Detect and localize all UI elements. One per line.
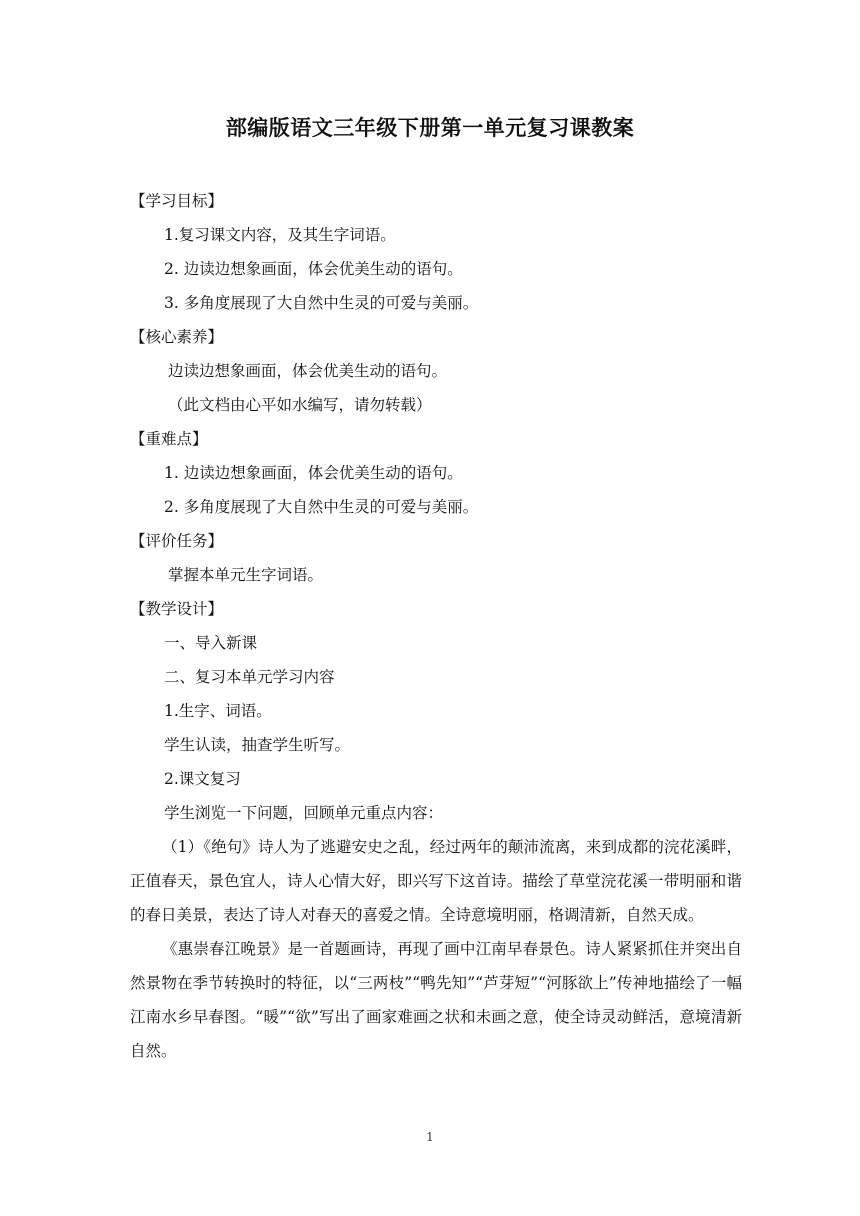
design-line: 学生认读，抽查学生听写。 bbox=[164, 736, 351, 754]
design-paragraph: （1）《绝句》诗人为了逃避安史之乱，经过两年的颠沛流离，来到成都的浣花溪畔，正值春天，景色宜人，诗人心情大好，即兴写下这首诗。描绘了草堂浣花溪一带明丽和谐的春日美景，表达了诗人对春天的喜爱之情。全诗意境明丽，格调清新，自然天成。 bbox=[130, 838, 742, 924]
section-heading-eval: 【评价任务】 bbox=[130, 532, 224, 550]
design-line: 二、复习本单元学习内容 bbox=[164, 668, 335, 686]
section-heading-key: 【重难点】 bbox=[130, 430, 208, 448]
copyright-note: （此文档由心平如水编写，请勿转载） bbox=[168, 396, 432, 414]
core-text: 边读边想象画面，体会优美生动的语句。 bbox=[168, 362, 448, 380]
document-title: 部编版语文三年级下册第一单元复习课教案 bbox=[225, 116, 635, 140]
goal-item: 3. 多角度展现了大自然中生灵的可爱与美丽。 bbox=[164, 294, 479, 312]
eval-text: 掌握本单元生字词语。 bbox=[168, 566, 324, 584]
design-line: 1.生字、词语。 bbox=[164, 702, 272, 720]
design-line: 学生浏览一下问题，回顾单元重点内容： bbox=[164, 804, 444, 822]
goal-item: 1.复习课文内容，及其生字词语。 bbox=[164, 226, 396, 244]
section-heading-goals: 【学习目标】 bbox=[130, 192, 224, 210]
section-heading-core: 【核心素养】 bbox=[130, 328, 224, 346]
section-heading-design: 【教学设计】 bbox=[130, 600, 224, 618]
key-item: 2. 多角度展现了大自然中生灵的可爱与美丽。 bbox=[164, 498, 479, 516]
page-number: 1 bbox=[426, 1130, 434, 1144]
design-line: 一、导入新课 bbox=[164, 634, 258, 652]
design-paragraph: 《惠崇春江晚景》是一首题画诗，再现了画中江南早春景色。诗人紧紧抓住并突出自然景物在季节转换时的特征，以“三两枝”“鸭先知”“芦芽短”“河豚欲上”传神地描绘了一幅江南水乡早春图。“暖”“欲”写出了画家难画之状和未画之意，使全诗灵动鲜活，意境清新自然。 bbox=[130, 940, 742, 1060]
design-line: 2.课文复习 bbox=[164, 770, 241, 788]
key-item: 1. 边读边想象画面，体会优美生动的语句。 bbox=[164, 464, 463, 482]
document-body bbox=[130, 184, 742, 1068]
goal-item: 2. 边读边想象画面，体会优美生动的语句。 bbox=[164, 260, 463, 278]
